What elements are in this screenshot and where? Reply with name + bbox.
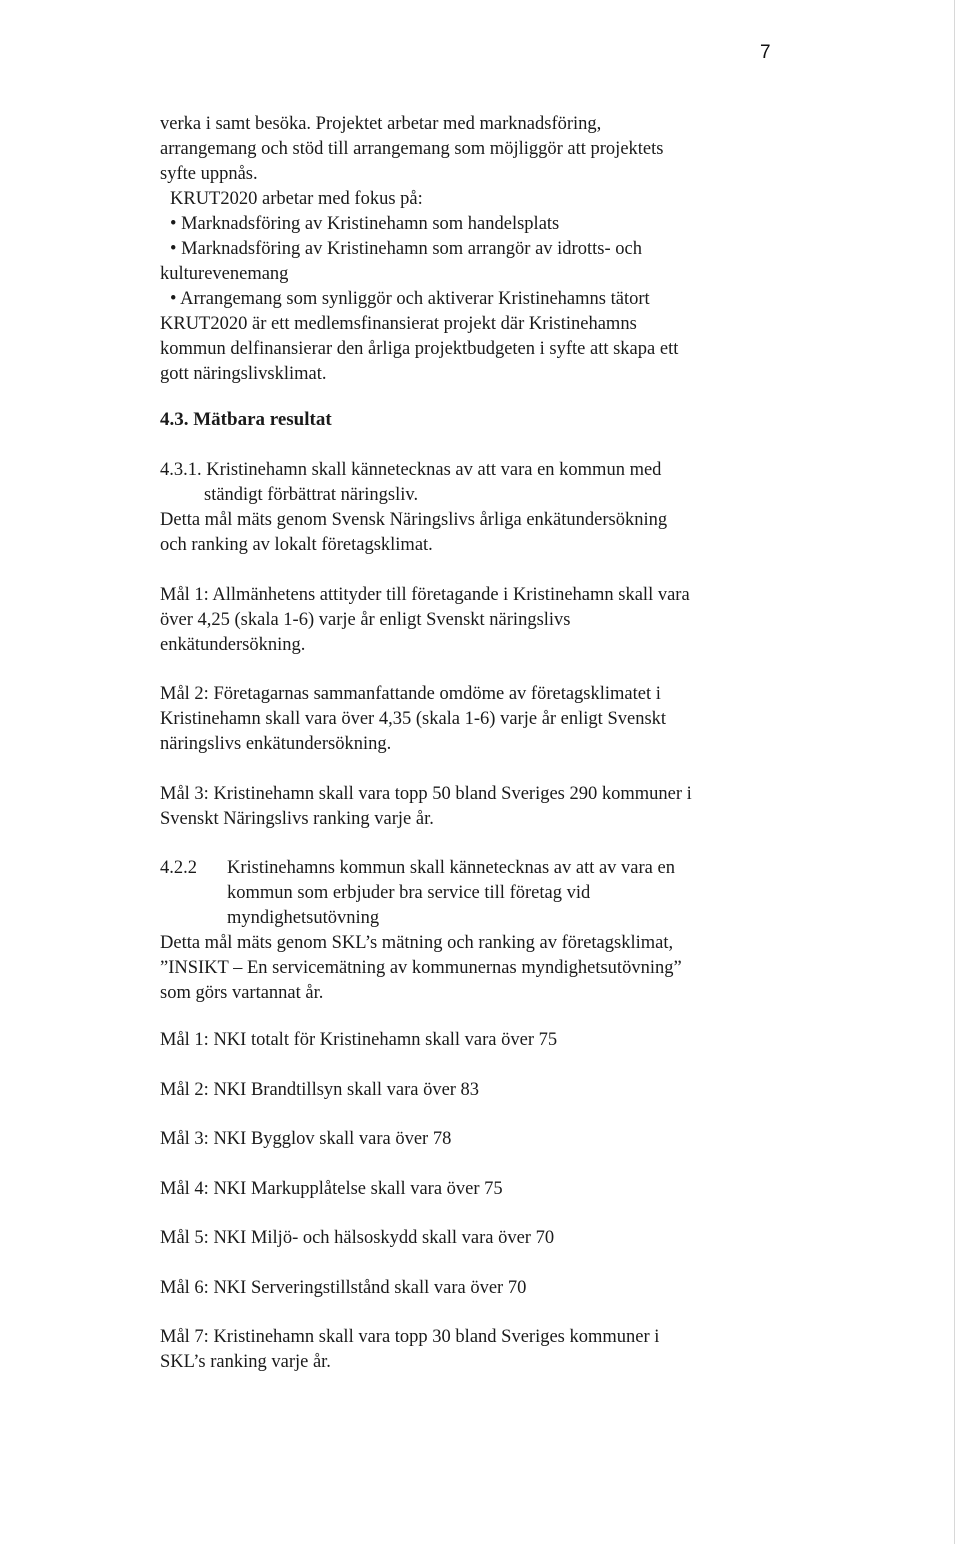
page-number: 7	[760, 42, 771, 63]
goal-431-target-1: över 4,25 (skala 1-6) varje år enligt Svenskt näringslivs	[160, 610, 571, 630]
intro-line: verka i samt besöka. Projektet arbetar med marknadsföring,	[160, 114, 602, 134]
goal-422-title-line: Kristinehamns kommun skall kännetecknas av att av vara en	[227, 858, 675, 878]
goal-422-number: 4.2.2	[160, 858, 197, 878]
goal-422-measure-line: som görs vartannat år.	[160, 983, 324, 1003]
funding-line: KRUT2020 är ett medlemsfinansierat projekt där Kristinehamns	[160, 314, 637, 334]
goal-422-measure-line: Detta mål mäts genom SKL’s mätning och ranking av företagsklimat,	[160, 933, 674, 953]
goal-422-title-line: kommun som erbjuder bra service till företag vid	[227, 883, 591, 903]
goal-422-target-1: Mål 1: NKI totalt för Kristinehamn skall vara över 75	[160, 1030, 558, 1050]
intro-line: syfte uppnås.	[160, 164, 258, 184]
goal-431-title-line: ständigt förbättrat näringsliv.	[204, 485, 419, 505]
goal-422-measure-line: ”INSIKT – En servicemätning av kommunernas myndighetsutövning”	[160, 958, 682, 978]
bullet-item: • Arrangemang som synliggör och aktiverar Kristinehamns tätort	[170, 289, 650, 309]
goal-422-title-line: myndighetsutövning	[227, 908, 380, 928]
goal-422-target-6: Mål 6: NKI Serveringstillstånd skall vara över 70	[160, 1278, 527, 1298]
goal-422-target-3: Mål 3: NKI Bygglov skall vara över 78	[160, 1129, 452, 1149]
goal-422-title	[160, 856, 675, 880]
goal-431-title	[160, 458, 661, 482]
goal-422-target-7: SKL’s ranking varje år.	[160, 1352, 331, 1372]
focus-heading: KRUT2020 arbetar med fokus på:	[170, 189, 423, 209]
bullet-item-continuation: kulturevenemang	[160, 264, 289, 284]
goal-431-title-line: Kristinehamn skall kännetecknas av att vara en kommun med	[206, 460, 662, 480]
goal-431-target-2: Mål 2: Företagarnas sammanfattande omdöme av företagsklimatet i	[160, 684, 661, 704]
goal-431-number: 4.3.1.	[160, 460, 202, 480]
goal-431-target-2: Kristinehamn skall vara över 4,35 (skala 1-6) varje år enligt Svenskt	[160, 709, 667, 729]
goal-422-target-2: Mål 2: NKI Brandtillsyn skall vara över 83	[160, 1080, 480, 1100]
bullet-item: • Marknadsföring av Kristinehamn som handelsplats	[170, 214, 560, 234]
funding-line: gott näringslivsklimat.	[160, 364, 327, 384]
bullet-item: • Marknadsföring av Kristinehamn som arrangör av idrotts- och	[170, 239, 642, 259]
goal-422-target-7: Mål 7: Kristinehamn skall vara topp 30 bland Sveriges kommuner i	[160, 1327, 660, 1347]
goal-431-measure-line: och ranking av lokalt företagsklimat.	[160, 535, 433, 555]
page-edge	[954, 0, 955, 1544]
goal-431-target-2: näringslivs enkätundersökning.	[160, 734, 392, 754]
section-heading: 4.3. Mätbara resultat	[160, 409, 332, 430]
goal-431-target-3: Svenskt Näringslivs ranking varje år.	[160, 809, 434, 829]
funding-line: kommun delfinansierar den årliga projektbudgeten i syfte att skapa ett	[160, 339, 679, 359]
goal-431-target-1: enkätundersökning.	[160, 635, 306, 655]
goal-422-target-5: Mål 5: NKI Miljö- och hälsoskydd skall vara över 70	[160, 1228, 555, 1248]
goal-422-target-4: Mål 4: NKI Markupplåtelse skall vara över 75	[160, 1179, 503, 1199]
goal-431-target-1: Mål 1: Allmänhetens attityder till företagande i Kristinehamn skall vara	[160, 585, 690, 605]
goal-431-target-3: Mål 3: Kristinehamn skall vara topp 50 bland Sveriges 290 kommuner i	[160, 784, 692, 804]
goal-431-measure-line: Detta mål mäts genom Svensk Näringslivs årliga enkätundersökning	[160, 510, 668, 530]
intro-line: arrangemang och stöd till arrangemang som möjliggör att projektets	[160, 139, 664, 159]
